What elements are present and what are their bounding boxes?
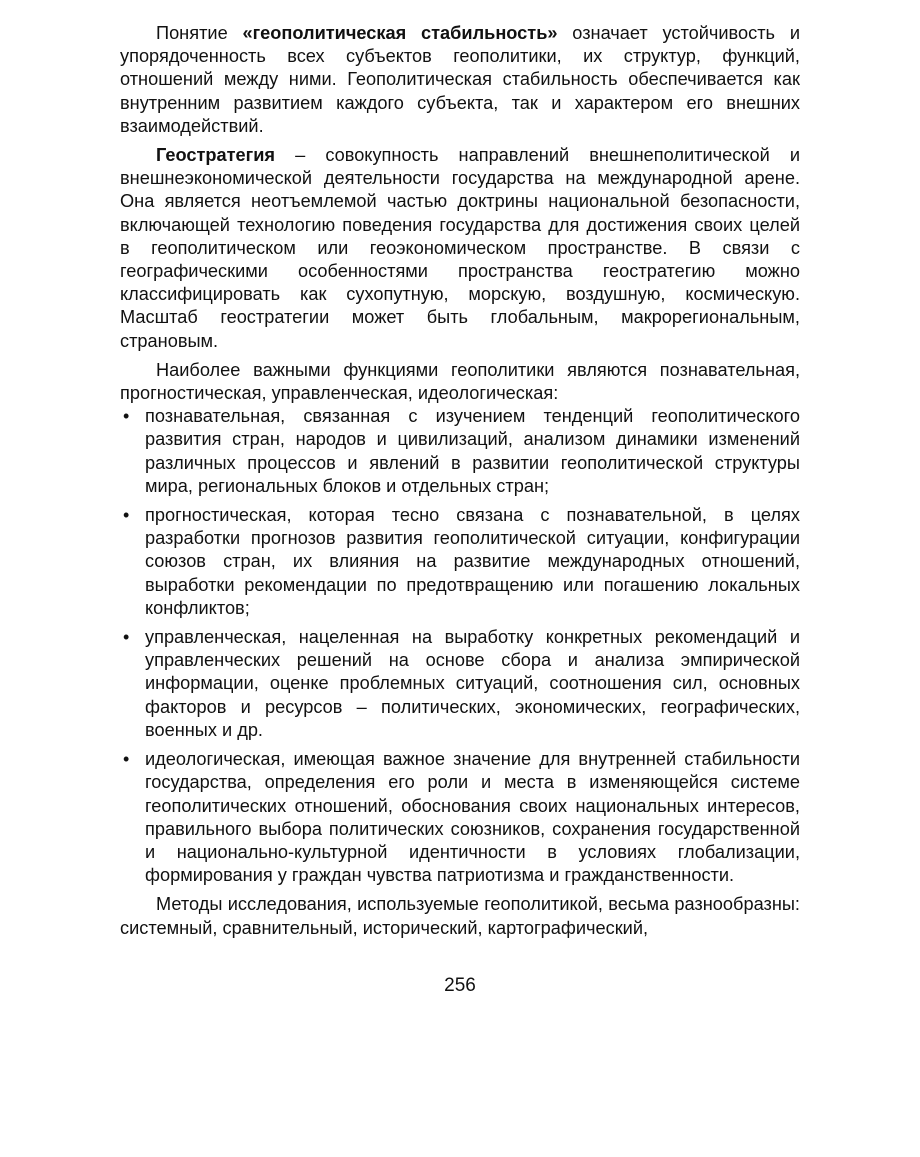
paragraph-functions-intro: Наиболее важными функциями геополитики являются познавательная, прогностическая, управленческая, идеологическая: xyxy=(120,359,800,404)
term-geopolitical-stability: «геополитическая стабильность» xyxy=(242,23,558,43)
page-number: 256 xyxy=(444,975,476,996)
paragraph-body-text: означает устойчивость и упорядоченность всех субъектов геополитики, их структур, функций, отношений между ними. Геополитическая стабильность обеспечивается как внутренним развитием каждого субъекта, так и характером его внешних взаимодействий. xyxy=(120,23,800,136)
bullet-icon: • xyxy=(123,749,130,770)
term-geostrategy: Геостратегия xyxy=(156,145,276,166)
paragraph-lead-text: Понятие xyxy=(156,23,243,43)
list-item-ideological xyxy=(120,748,800,887)
list-item-text: идеологическая, имеющая важное значение для внутренней стабильности государства, определения его роли и места в изменяющейся системе геополитических отношений, обоснования своих национальных интересов, правильного выбора политических союзников, сохранения государственной и национально-культурной идентичности в условиях глобализации, формирования у граждан чувства патриотизма и гражданственности. xyxy=(145,749,800,886)
paragraph-research-methods: Методы исследования, используемые геополитикой, весьма разнообразны: системный, сравнительный, исторический, картографический, xyxy=(120,894,800,938)
page-body xyxy=(120,22,800,946)
paragraph-geostrategy xyxy=(120,144,800,353)
bullet-icon: • xyxy=(123,406,130,427)
list-item-managerial xyxy=(120,626,800,742)
list-item-cognitive xyxy=(120,405,800,498)
functions-list xyxy=(120,405,800,887)
paragraph-body-text: – совокупность направлений внешнеполитической и внешнеэкономической деятельности государства на международной арене. Она является неотъемлемой частью доктрины национальной безопасности, включающей технологию поведения государства для достижения своих целей в геополитическом или геоэкономическом пространстве. В связи с географическими особенностями пространства геостратегию можно классифицировать как сухопутную, морскую, воздушную, космическую. Масштаб геостратегии может быть глобальным, макрорегиональным, страновым. xyxy=(120,145,800,351)
paragraph-geopolitical-stability xyxy=(120,22,800,138)
list-item-text: управленческая, нацеленная на выработку конкретных рекомендаций и управленческих решений на основе сбора и анализа эмпирической информации, оценке проблемных ситуаций, соотношения сил, основных факторов и ресурсов – политических, экономических, географических, военных и др. xyxy=(145,627,800,740)
bullet-icon: • xyxy=(123,627,130,648)
bullet-icon: • xyxy=(123,505,130,526)
list-item-text: прогностическая, которая тесно связана с познавательной, в целях разработки прогнозов развития геополитической ситуации, конфигурации союзов стран, их влияния на развитие международных отношений, выработки рекомендации по предотвращению или погашению локальных конфликтов; xyxy=(145,505,800,618)
list-item-text: познавательная, связанная с изучением тенденций геополитического развития стран, народов и цивилизаций, анализом динамики изменений различных процессов и явлений в развитии геополитической структуры мира, региональных блоков и отдельных стран; xyxy=(145,406,800,496)
list-item-prognostic xyxy=(120,504,800,620)
